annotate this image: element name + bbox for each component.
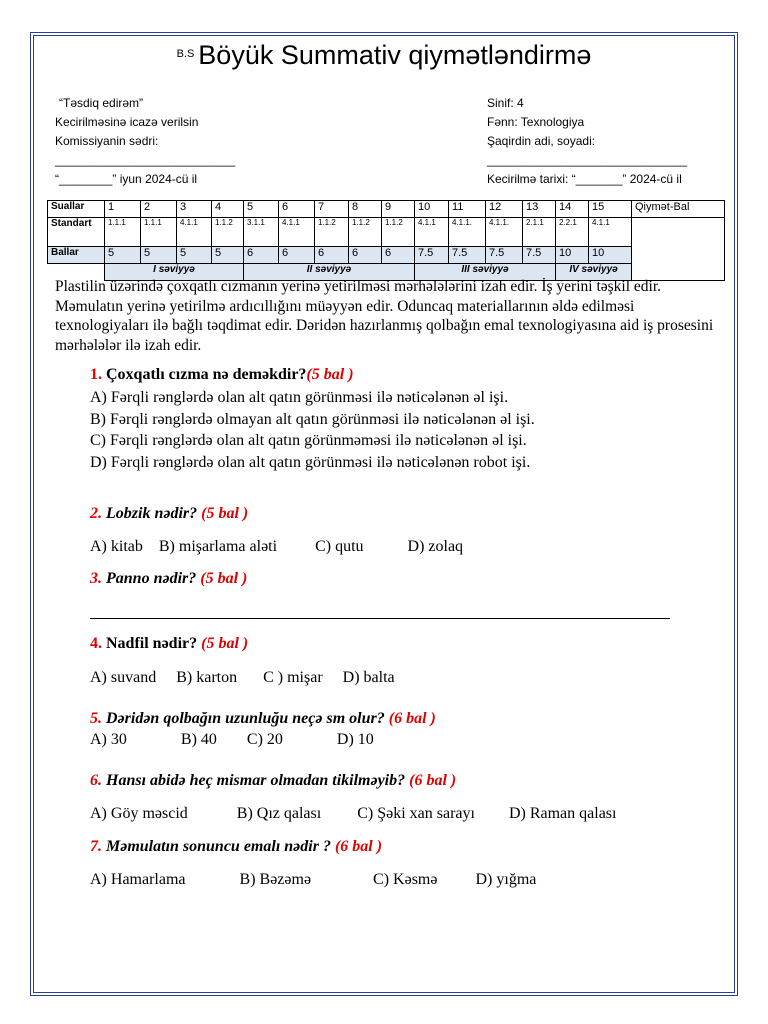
question-4-options xyxy=(90,669,395,687)
answer-option[interactable]: D) balta xyxy=(342,669,395,686)
question-points: (5 bal ) xyxy=(201,505,249,522)
answer-option[interactable]: D) Raman qalası xyxy=(508,805,617,822)
question-cell: 2 xyxy=(141,201,177,218)
question-cell: 7 xyxy=(315,201,349,218)
score-cell: 10 xyxy=(556,247,589,264)
question-2-options xyxy=(90,538,463,556)
question-cell: 8 xyxy=(349,201,382,218)
answer-option[interactable]: D) yığma xyxy=(475,871,537,888)
question-number: 3. xyxy=(90,570,102,587)
question-5-options xyxy=(90,731,374,749)
question-text: Hansı abidə heç mismar olmadan tikilməyib? xyxy=(106,772,406,789)
question-cell: 6 xyxy=(279,201,315,218)
row-label-standards: Standart xyxy=(48,218,105,247)
score-table xyxy=(47,200,725,281)
score-cell: 7.5 xyxy=(449,247,486,264)
total-score-cell xyxy=(632,218,725,281)
answer-option[interactable]: C ) mişar xyxy=(263,669,323,686)
answer-option[interactable]: B) Bəzəmə xyxy=(239,871,312,888)
standard-cell: 1.1.1 xyxy=(141,218,177,247)
question-points: (5 bal ) xyxy=(201,635,249,652)
score-cell: 6 xyxy=(279,247,315,264)
score-cell: 6 xyxy=(244,247,279,264)
standard-cell: 3.1.1 xyxy=(244,218,279,247)
answer-option[interactable]: B) 40 xyxy=(180,731,217,748)
standard-cell: 4.1.1 xyxy=(415,218,449,247)
approval-date-line: “________” iyun 2024-cü il xyxy=(55,172,198,186)
answer-option[interactable]: C) 20 xyxy=(246,731,283,748)
intro-paragraph: Plastilin üzərində çoxqatlı cızmanın yerinə yetirilməsi mərhələlərini izah edir. İş yerini təşkil edir. Məmulatın yerinə yetirilmə ardıcıllığını müəyyən edir. Oduncaq materiallarının əldə edilməsi texnologiyaları ilə bağlı təqdimat edir. Dəridən hazırlanmış qolbağın emal texnologiyasına aid iş prosesini mərhələlər ilə izah edir. xyxy=(55,278,714,354)
score-cell: 5 xyxy=(212,247,244,264)
exam-date-line: Kecirilmə tarixi: “_______” 2024-cü il xyxy=(487,172,682,186)
level-1-cell: I səviyyə xyxy=(105,264,244,281)
score-cell: 6 xyxy=(315,247,349,264)
question-7 xyxy=(90,838,382,856)
question-text: Məmulatın sonuncu emalı nədir ? xyxy=(106,838,331,855)
question-text: Çoxqatlı cızma nə deməkdir? xyxy=(106,366,307,383)
question-text: Dəridən qolbağın uzunluğu neçə sm olur? xyxy=(106,710,385,727)
table-row-scores xyxy=(48,247,725,264)
question-number: 4. xyxy=(90,635,102,652)
standard-cell: 1.1.1 xyxy=(105,218,141,247)
score-cell: 6 xyxy=(382,247,415,264)
question-6-options xyxy=(90,805,616,823)
question-cell: 12 xyxy=(486,201,523,218)
permission-line: Kecirilməsinə icazə verilsin xyxy=(55,115,199,129)
answer-option[interactable]: D) 10 xyxy=(336,731,374,748)
standard-cell: 4.1.1 xyxy=(177,218,212,247)
row-label-questions: Suallar xyxy=(48,201,105,218)
question-1-options xyxy=(90,387,535,473)
student-name-line: ______________________________ xyxy=(487,153,688,167)
question-cell: 4 xyxy=(212,201,244,218)
question-7-options xyxy=(90,871,536,889)
question-points: (6 bal ) xyxy=(409,772,457,789)
question-2 xyxy=(90,505,248,523)
answer-option[interactable]: C) Kəsmə xyxy=(373,871,438,888)
question-points: (5 bal ) xyxy=(306,366,354,383)
question-cell: 5 xyxy=(244,201,279,218)
answer-option[interactable]: A) Hamarlama xyxy=(90,871,186,888)
question-number: 1. xyxy=(90,366,102,383)
standard-cell: 1.1.2 xyxy=(382,218,415,247)
signature-line: ___________________________ xyxy=(55,153,236,167)
question-cell: 9 xyxy=(382,201,415,218)
approval-label: “Təsdiq edirəm” xyxy=(59,96,144,110)
question-cell: 14 xyxy=(556,201,589,218)
answer-option[interactable]: D) Fərqli rənglərdə olan alt qatın görünməsi ilə nəticələnən robot işi. xyxy=(90,453,531,471)
standard-cell: 2.2.1 xyxy=(556,218,589,247)
answer-option[interactable]: C) qutu xyxy=(315,538,364,555)
answer-option[interactable]: B) mişarlama aləti xyxy=(158,538,278,555)
question-6 xyxy=(90,772,456,790)
class-label: Sinif: 4 xyxy=(487,96,524,110)
question-4 xyxy=(90,635,248,653)
question-1 xyxy=(90,366,354,384)
table-row-questions xyxy=(48,201,725,218)
answer-option[interactable]: B) karton xyxy=(176,669,238,686)
header-right-block xyxy=(487,94,687,189)
standard-cell: 4.1.1. xyxy=(486,218,523,247)
level-3-cell: III səviyyə xyxy=(415,264,556,281)
document-title xyxy=(0,40,768,71)
answer-option[interactable]: D) zolaq xyxy=(407,538,464,555)
question-points: (6 bal ) xyxy=(388,710,436,727)
question-cell: 15 xyxy=(589,201,632,218)
standard-cell: 4.1.1. xyxy=(449,218,486,247)
standard-cell: 4.1.1 xyxy=(589,218,632,247)
score-cell: 6 xyxy=(349,247,382,264)
question-number: 5. xyxy=(90,710,102,727)
answer-option[interactable]: A) kitab xyxy=(90,538,143,555)
answer-option[interactable]: A) Fərqli rənglərdə olan alt qatın görünməsi ilə nəticələnən əl işi. xyxy=(90,389,509,406)
question-points: (5 bal ) xyxy=(200,570,248,587)
score-cell: 5 xyxy=(141,247,177,264)
question-number: 7. xyxy=(90,838,102,855)
score-cell: 7.5 xyxy=(523,247,556,264)
score-cell: 7.5 xyxy=(486,247,523,264)
subject-label: Fənn: Texnologiya xyxy=(487,115,585,129)
question-text: Panno nədir? xyxy=(106,570,197,587)
level-2-cell: II səviyyə xyxy=(244,264,415,281)
header-left-block xyxy=(55,94,235,189)
answer-option[interactable]: A) 30 xyxy=(90,731,127,748)
title-prefix: B.S xyxy=(176,48,195,60)
question-cell: 3 xyxy=(177,201,212,218)
score-cell: 7.5 xyxy=(415,247,449,264)
question-number: 2. xyxy=(90,505,102,522)
question-number: 6. xyxy=(90,772,102,789)
question-cell: 11 xyxy=(449,201,486,218)
answer-option[interactable]: C) Şəki xan sarayı xyxy=(357,805,475,822)
question-points: (6 bal ) xyxy=(334,838,383,855)
standard-cell: 1.1.2 xyxy=(315,218,349,247)
score-cell: 10 xyxy=(589,247,632,264)
score-cell: 5 xyxy=(177,247,212,264)
title-text: Böyük Summativ qiymətləndirmə xyxy=(198,40,592,70)
student-name-label: Şaqirdin adi, soyadi: xyxy=(487,134,596,148)
total-score-header: Qiymət-Bal xyxy=(632,201,725,218)
question-text: Nadfil nədir? xyxy=(106,635,198,652)
answer-option[interactable]: A) suvand xyxy=(90,669,157,686)
standard-cell: 2.1.1 xyxy=(523,218,556,247)
standard-cell: 1.1.2 xyxy=(349,218,382,247)
standard-cell: 4.1.1 xyxy=(279,218,315,247)
question-cell: 13 xyxy=(523,201,556,218)
standard-cell: 1.1.2 xyxy=(212,218,244,247)
question-3 xyxy=(90,570,247,588)
answer-option[interactable]: A) Göy məscid xyxy=(90,805,188,822)
question-text: Lobzik nədir? xyxy=(106,505,198,522)
answer-option[interactable]: C) Fərqli rənglərdə olan alt qatın görünməməsi ilə nəticələnən əl işi. xyxy=(90,432,527,449)
question-cell: 10 xyxy=(415,201,449,218)
answer-line[interactable] xyxy=(90,618,670,619)
commission-chair-label: Komissiyanin sədri: xyxy=(55,134,159,148)
score-cell: 5 xyxy=(105,247,141,264)
table-row-standards xyxy=(48,218,725,247)
question-cell: 1 xyxy=(105,201,141,218)
question-5 xyxy=(90,710,436,728)
answer-option[interactable]: B) Qız qalası xyxy=(236,805,322,822)
level-4-cell: IV səviyyə xyxy=(556,264,632,281)
answer-option[interactable]: B) Fərqli rənglərdə olmayan alt qatın görünməsi ilə nəticələnən əl işi. xyxy=(90,410,535,428)
row-label-scores: Ballar xyxy=(48,247,105,264)
